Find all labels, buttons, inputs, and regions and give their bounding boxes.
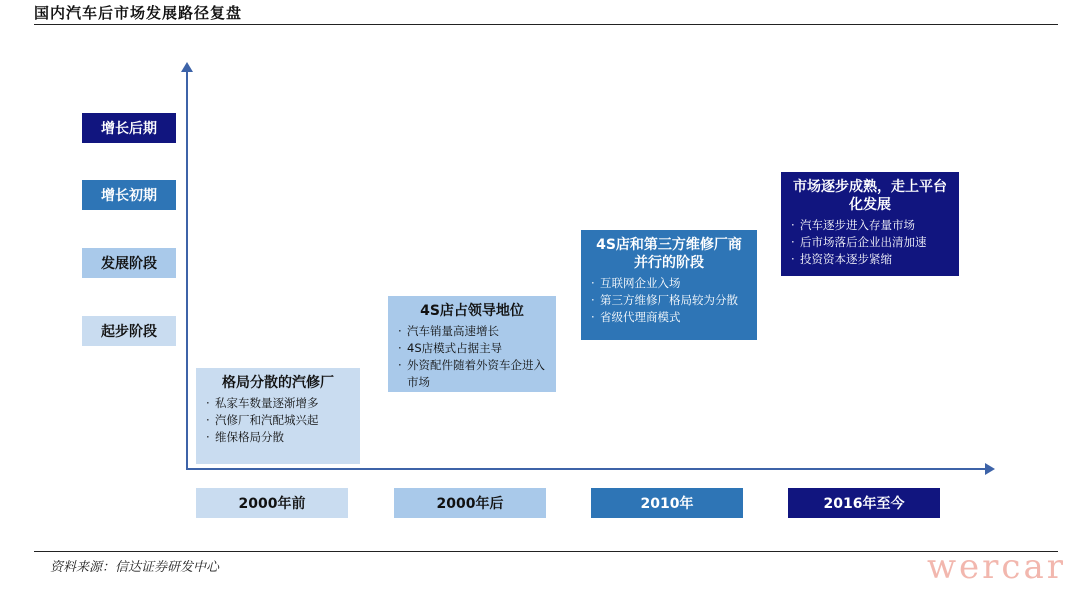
- stage-box-item: · 省级代理商模式: [591, 309, 747, 326]
- period-label-after-2000: 2000年后: [394, 488, 546, 518]
- stage-box-title: 4S店和第三方维修厂商并行的阶段: [596, 237, 742, 271]
- stage-box-item: · 汽车逐步进入存量市场: [791, 217, 949, 234]
- stage-label-early-growth: 增长初期: [82, 180, 176, 210]
- y-axis-line: [186, 70, 188, 470]
- stage-box-item: · 汽修厂和汽配城兴起: [206, 412, 350, 429]
- stage-box-item: · 互联网企业入场: [591, 275, 747, 292]
- stage-box-4s-dominance: [388, 296, 556, 392]
- period-label-2010: 2010年: [591, 488, 743, 518]
- source-note: 资料来源：信达证券研发中心: [50, 560, 220, 575]
- y-axis-arrow-icon: [181, 62, 193, 72]
- stage-box-item: · 私家车数量逐渐增多: [206, 395, 350, 412]
- stage-box-item: · 投资资本逐步紧缩: [791, 251, 949, 268]
- stage-box-title: 4S店占领导地位: [420, 303, 524, 319]
- x-axis-line: [186, 468, 986, 470]
- watermark: wercar: [926, 547, 1066, 587]
- footer-divider: [34, 551, 1058, 552]
- period-label-before-2000: 2000年前: [196, 488, 348, 518]
- stage-box-item: · 汽车销量高速增长: [398, 323, 546, 340]
- period-label-2016-now: 2016年至今: [788, 488, 940, 518]
- page-title: 国内汽车后市场发展路径复盘: [34, 4, 243, 22]
- x-axis-arrow-icon: [985, 463, 995, 475]
- stage-box-fragmented-repair-shops: [196, 368, 360, 464]
- stage-box-4s-and-third-party: [581, 230, 757, 340]
- stage-box-item: · 外资配件随着外资车企进入市场: [398, 357, 546, 391]
- stage-box-item: · 维保格局分散: [206, 429, 350, 446]
- stage-label-late-growth: 增长后期: [82, 113, 176, 143]
- header-divider: [34, 24, 1058, 25]
- stage-box-title: 格局分散的汽修厂: [222, 375, 334, 391]
- stage-box-item: · 后市场落后企业出清加速: [791, 234, 949, 251]
- stage-box-item: · 第三方维修厂格局较为分散: [591, 292, 747, 309]
- stage-label-start: 起步阶段: [82, 316, 176, 346]
- stage-box-title: 市场逐步成熟，走上平台化发展: [793, 179, 947, 213]
- stage-box-item: · 4S店模式占据主导: [398, 340, 546, 357]
- stage-label-development: 发展阶段: [82, 248, 176, 278]
- stage-box-platform-maturity: [781, 172, 959, 276]
